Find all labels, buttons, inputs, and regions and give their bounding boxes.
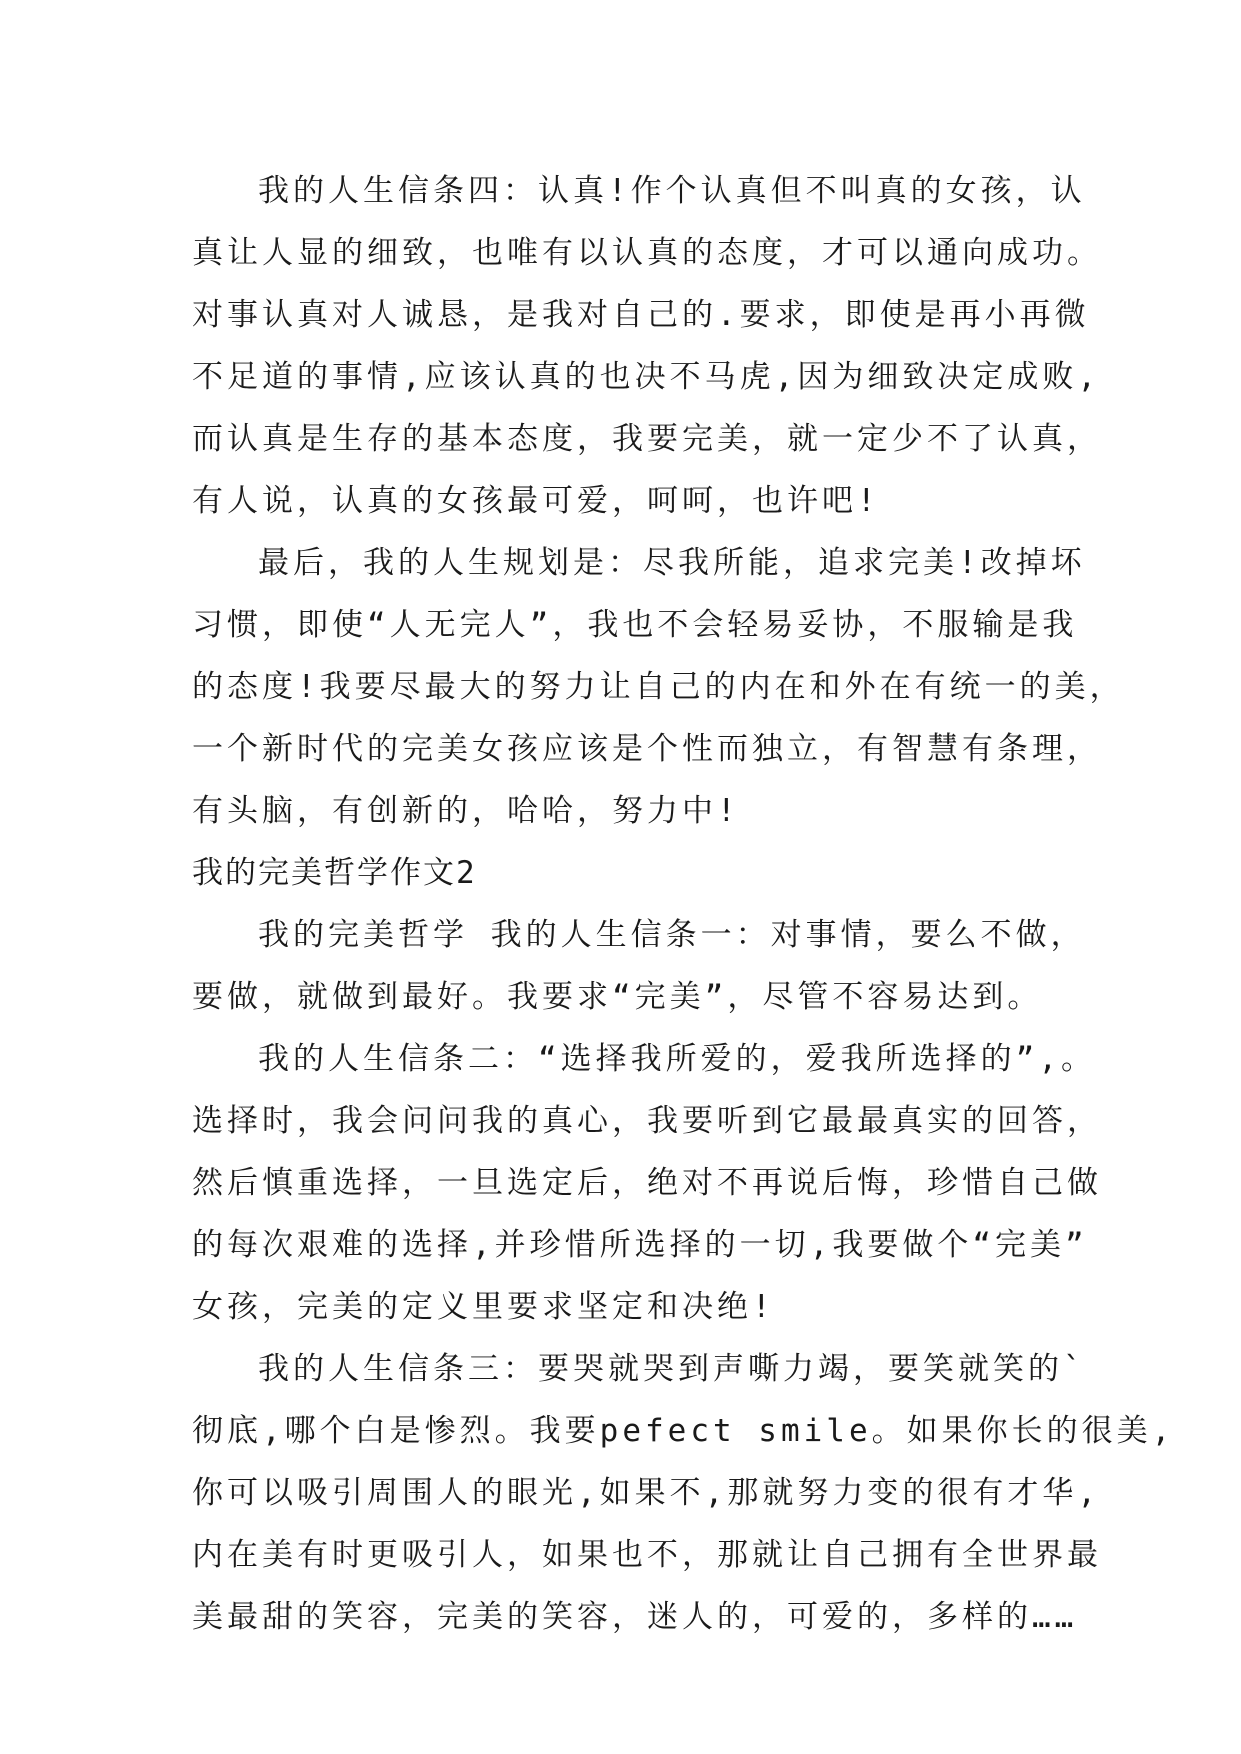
paragraph-line: 一个新时代的完美女孩应该是个性而独立，有智慧有条理， xyxy=(192,731,1102,767)
paragraph-line: 习惯，即使“人无完人”，我也不会轻易妥协，不服输是我 xyxy=(192,607,1078,643)
paragraph-line: 有人说，认真的女孩最可爱，呵呵，也许吧! xyxy=(192,483,880,519)
paragraph-line: 然后慎重选择，一旦选定后，绝对不再说后悔，珍惜自己做 xyxy=(192,1165,1102,1201)
paragraph-line: 有头脑，有创新的，哈哈，努力中! xyxy=(192,793,740,829)
document-body xyxy=(192,160,1175,1648)
paragraph-line: 彻底,哪个白是惨烈。我要pefect smile。如果你长的很美, xyxy=(192,1413,1175,1449)
paragraph-line: 不足道的事情,应该认真的也决不马虎,因为细致决定成败, xyxy=(192,359,1100,395)
paragraph-line: 内在美有时更吸引人，如果也不，那就让自己拥有全世界最 xyxy=(192,1537,1102,1573)
paragraph-line: 女孩，完美的定义里要求坚定和决绝! xyxy=(192,1289,775,1325)
paragraph-line: 我的人生信条四：认真!作个认真但不叫真的女孩，认 xyxy=(258,173,1086,209)
paragraph-line: 选择时，我会问问我的真心，我要听到它最最真实的回答， xyxy=(192,1103,1102,1139)
paragraph-line: 而认真是生存的基本态度，我要完美，就一定少不了认真， xyxy=(192,421,1102,457)
paragraph-line: 最后，我的人生规划是：尽我所能，追求完美!改掉坏 xyxy=(258,545,1086,581)
paragraph-line: 的态度!我要尽最大的努力让自己的内在和外在有统一的美， xyxy=(192,669,1125,705)
section-heading: 我的完美哲学作文2 xyxy=(192,855,477,891)
paragraph-line: 真让人显的细致，也唯有以认真的态度，才可以通向成功。 xyxy=(192,235,1102,271)
paragraph-line: 我的完美哲学 我的人生信条一：对事情，要么不做， xyxy=(258,917,1086,953)
paragraph-line: 对事认真对人诚恳，是我对自己的.要求，即使是再小再微 xyxy=(192,297,1090,333)
paragraph-line: 的每次艰难的选择,并珍惜所选择的一切,我要做个“完美” xyxy=(192,1227,1088,1263)
paragraph-line: 美最甜的笑容，完美的笑容，迷人的，可爱的，多样的…… xyxy=(192,1599,1078,1635)
paragraph-line: 我的人生信条三：要哭就哭到声嘶力竭，要笑就笑的` xyxy=(258,1351,1086,1387)
paragraph-line: 你可以吸引周围人的眼光,如果不,那就努力变的很有才华, xyxy=(192,1475,1100,1511)
paragraph-line: 我的人生信条二：“选择我所爱的，爱我所选择的”,。 xyxy=(258,1041,1096,1077)
paragraph-line: 要做，就做到最好。我要求“完美”，尽管不容易达到。 xyxy=(192,979,1043,1015)
